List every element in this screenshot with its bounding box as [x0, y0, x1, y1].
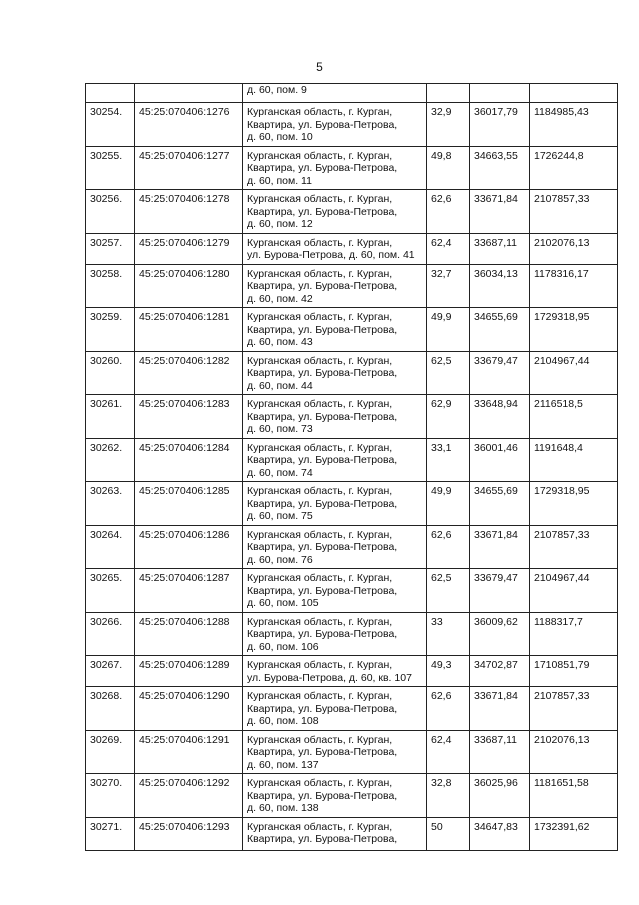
address-cell: [243, 525, 427, 569]
cadastral-value-cell: 2107857,33: [530, 687, 618, 731]
price-per-sqm-cell: 36009,62: [470, 612, 530, 656]
cadastral-number-cell: 45:25:070406:1277: [135, 146, 243, 190]
area-cell: 49,8: [427, 146, 470, 190]
area-cell: 33,1: [427, 438, 470, 482]
price-per-sqm-cell: 33671,84: [470, 687, 530, 731]
address-line: Курганская область, г. Курган,: [247, 528, 393, 541]
price-per-sqm-cell: 34655,69: [470, 308, 530, 352]
table-row: [86, 264, 618, 308]
address-line: Курганская область, г. Курган,: [247, 311, 393, 323]
cadastral-number-cell: 45:25:070406:1285: [135, 482, 243, 526]
address-line: д. 60, пом. 138: [247, 802, 319, 814]
address-line: Курганская область, г. Курган,: [247, 777, 393, 789]
address-line: Квартира, ул. Бурова-Петрова,: [247, 628, 398, 640]
cadastral-number-cell: 45:25:070406:1292: [135, 774, 243, 818]
table-row: [86, 525, 618, 569]
address-line: Курганская область, г. Курган,: [247, 615, 393, 628]
address-line: д. 60, пом. 12: [247, 218, 313, 230]
cadastral-value-cell: 1178316,17: [530, 264, 618, 308]
cadastral-number-cell: 45:25:070406:1282: [135, 351, 243, 395]
registry-body: [86, 84, 618, 851]
area-cell: 62,6: [427, 687, 470, 731]
address-cell: [243, 612, 427, 656]
address-line: Курганская область, г. Курган,: [247, 441, 393, 454]
table-row: [86, 146, 618, 190]
cadastral-value-cell: 2104967,44: [530, 569, 618, 613]
area-cell: 32,9: [427, 103, 470, 147]
property-registry-table: [85, 83, 618, 851]
row-number-cell: 30271.: [86, 817, 135, 850]
area-cell: 50: [427, 817, 470, 850]
price-per-sqm-cell: 33671,84: [470, 190, 530, 234]
cadastral-value-cell: 2102076,13: [530, 730, 618, 774]
cadastral-value-cell: 1726244,8: [530, 146, 618, 190]
area-cell: 62,9: [427, 395, 470, 439]
cadastral-value-cell: 2116518,5: [530, 395, 618, 439]
cadastral-value-cell: 1710851,79: [530, 656, 618, 687]
cadastral-number-cell: 45:25:070406:1289: [135, 656, 243, 687]
address-line: Квартира, ул. Бурова-Петрова,: [247, 746, 398, 758]
price-per-sqm-cell: [470, 84, 530, 103]
address-line: Курганская область, г. Курган,: [247, 149, 393, 162]
area-cell: [427, 84, 470, 103]
area-cell: 62,6: [427, 525, 470, 569]
address-line: Курганская область, г. Курган,: [247, 106, 393, 118]
cadastral-value-cell: 2107857,33: [530, 525, 618, 569]
address-cell: [243, 84, 427, 103]
cadastral-number-cell: 45:25:070406:1276: [135, 103, 243, 147]
row-number-cell: 30256.: [86, 190, 135, 234]
cadastral-value-cell: 1729318,95: [530, 308, 618, 352]
cadastral-number-cell: 45:25:070406:1291: [135, 730, 243, 774]
address-line: Квартира, ул. Бурова-Петрова,: [247, 789, 398, 802]
address-line: Квартира, ул. Бурова-Петрова,: [247, 454, 398, 466]
address-cell: [243, 774, 427, 818]
address-line: ул. Бурова-Петрова, д. 60, кв. 107: [247, 671, 412, 684]
address-line: д. 60, пом. 44: [247, 379, 313, 392]
cadastral-number-cell: 45:25:070406:1288: [135, 612, 243, 656]
cadastral-number-cell: 45:25:070406:1283: [135, 395, 243, 439]
row-number-cell: 30264.: [86, 525, 135, 569]
address-line: Квартира, ул. Бурова-Петрова,: [247, 162, 398, 174]
cadastral-value-cell: 1184985,43: [530, 103, 618, 147]
price-per-sqm-cell: 34702,87: [470, 656, 530, 687]
row-number-cell: 30267.: [86, 656, 135, 687]
row-number-cell: 30254.: [86, 103, 135, 147]
table-row: [86, 103, 618, 147]
address-line: Квартира, ул. Бурова-Петрова,: [247, 205, 398, 218]
cadastral-number-cell: 45:25:070406:1281: [135, 308, 243, 352]
address-line: Квартира, ул. Бурова-Петрова,: [247, 702, 398, 715]
table-row: [86, 612, 618, 656]
cadastral-value-cell: 1188317,7: [530, 612, 618, 656]
address-line: Квартира, ул. Бурова-Петрова,: [247, 584, 398, 597]
address-line: д. 60, пом. 108: [247, 715, 319, 727]
row-number-cell: 30257.: [86, 233, 135, 264]
price-per-sqm-cell: 33679,47: [470, 351, 530, 395]
address-cell: [243, 103, 427, 147]
cadastral-value-cell: 2107857,33: [530, 190, 618, 234]
price-per-sqm-cell: 34655,69: [470, 482, 530, 526]
address-line: Курганская область, г. Курган,: [247, 690, 393, 702]
address-line: Курганская область, г. Курган,: [247, 267, 393, 280]
address-line: д. 60, пом. 74: [247, 466, 313, 479]
cadastral-number-cell: 45:25:070406:1278: [135, 190, 243, 234]
row-number-cell: 30259.: [86, 308, 135, 352]
address-line: Квартира, ул. Бурова-Петрова,: [247, 497, 398, 510]
table-row: [86, 308, 618, 352]
cadastral-value-cell: 1729318,95: [530, 482, 618, 526]
cadastral-value-cell: 2104967,44: [530, 351, 618, 395]
address-line: Квартира, ул. Бурова-Петрова,: [247, 410, 398, 423]
address-cell: [243, 233, 427, 264]
address-line: д. 60, пом. 9: [247, 84, 307, 96]
address-line: Квартира, ул. Бурова-Петрова,: [247, 323, 398, 336]
table-row: [86, 687, 618, 731]
area-cell: 32,8: [427, 774, 470, 818]
cadastral-number-cell: [135, 84, 243, 103]
cadastral-number-cell: 45:25:070406:1280: [135, 264, 243, 308]
address-line: Курганская область, г. Курган,: [247, 193, 393, 205]
cadastral-value-cell: 1191648,4: [530, 438, 618, 482]
address-cell: [243, 687, 427, 731]
address-cell: [243, 395, 427, 439]
row-number-cell: 30268.: [86, 687, 135, 731]
price-per-sqm-cell: 36017,79: [470, 103, 530, 147]
address-line: Квартира, ул. Бурова-Петрова,: [247, 541, 398, 553]
address-line: д. 60, пом. 75: [247, 510, 313, 522]
address-cell: [243, 656, 427, 687]
page-number: 5: [316, 60, 323, 74]
address-line: Квартира, ул. Бурова-Петрова,: [247, 118, 398, 131]
table-row: [86, 569, 618, 613]
cadastral-number-cell: 45:25:070406:1290: [135, 687, 243, 731]
table-row: [86, 395, 618, 439]
table-row: [86, 730, 618, 774]
address-line: ул. Бурова-Петрова, д. 60, пом. 41: [247, 249, 415, 261]
area-cell: 62,4: [427, 730, 470, 774]
address-cell: [243, 569, 427, 613]
row-number-cell: 30258.: [86, 264, 135, 308]
cadastral-number-cell: 45:25:070406:1279: [135, 233, 243, 264]
table-row: [86, 774, 618, 818]
address-cell: [243, 817, 427, 850]
row-number-cell: 30262.: [86, 438, 135, 482]
address-line: д. 60, пом. 11: [247, 174, 312, 187]
cadastral-value-cell: [530, 84, 618, 103]
area-cell: 49,3: [427, 656, 470, 687]
price-per-sqm-cell: 33687,11: [470, 730, 530, 774]
area-cell: 49,9: [427, 308, 470, 352]
table-row: [86, 438, 618, 482]
address-line: Курганская область, г. Курган,: [247, 236, 393, 249]
row-number-cell: 30260.: [86, 351, 135, 395]
address-line: д. 60, пом. 137: [247, 758, 319, 771]
row-number-cell: 30261.: [86, 395, 135, 439]
cadastral-number-cell: 45:25:070406:1286: [135, 525, 243, 569]
area-cell: 49,9: [427, 482, 470, 526]
address-line: Курганская область, г. Курган,: [247, 659, 393, 671]
table-row: [86, 656, 618, 687]
address-cell: [243, 730, 427, 774]
cadastral-value-cell: 2102076,13: [530, 233, 618, 264]
continuation-row: [86, 84, 618, 103]
area-cell: 32,7: [427, 264, 470, 308]
price-per-sqm-cell: 36001,46: [470, 438, 530, 482]
address-line: Квартира, ул. Бурова-Петрова,: [247, 280, 398, 292]
table-row: [86, 190, 618, 234]
address-line: Квартира, ул. Бурова-Петрова,: [247, 367, 398, 379]
address-line: д. 60, пом. 105: [247, 597, 319, 609]
cadastral-number-cell: 45:25:070406:1293: [135, 817, 243, 850]
address-line: д. 60, пом. 43: [247, 336, 313, 348]
price-per-sqm-cell: 33671,84: [470, 525, 530, 569]
area-cell: 62,5: [427, 351, 470, 395]
area-cell: 62,6: [427, 190, 470, 234]
row-number-cell: 30270.: [86, 774, 135, 818]
table-row: [86, 233, 618, 264]
address-cell: [243, 190, 427, 234]
address-line: Курганская область, г. Курган,: [247, 485, 393, 497]
address-cell: [243, 482, 427, 526]
cadastral-value-cell: 1181651,58: [530, 774, 618, 818]
table-row: [86, 482, 618, 526]
area-cell: 62,4: [427, 233, 470, 264]
address-line: Квартира, ул. Бурова-Петрова,: [247, 833, 398, 845]
table-row: [86, 817, 618, 850]
row-number-cell: 30265.: [86, 569, 135, 613]
address-cell: [243, 146, 427, 190]
cadastral-number-cell: 45:25:070406:1284: [135, 438, 243, 482]
address-cell: [243, 351, 427, 395]
address-cell: [243, 308, 427, 352]
address-cell: [243, 264, 427, 308]
price-per-sqm-cell: 33679,47: [470, 569, 530, 613]
address-line: д. 60, пом. 76: [247, 553, 313, 566]
price-per-sqm-cell: 36025,96: [470, 774, 530, 818]
address-line: д. 60, пом. 10: [247, 131, 313, 143]
cadastral-value-cell: 1732391,62: [530, 817, 618, 850]
address-line: Курганская область, г. Курган,: [247, 733, 393, 746]
price-per-sqm-cell: 34647,83: [470, 817, 530, 850]
row-number-cell: [86, 84, 135, 103]
address-line: д. 60, пом. 42: [247, 292, 313, 305]
row-number-cell: 30263.: [86, 482, 135, 526]
address-line: д. 60, пом. 73: [247, 423, 313, 435]
address-cell: [243, 438, 427, 482]
address-line: д. 60, пом. 106: [247, 640, 319, 653]
address-line: Курганская область, г. Курган,: [247, 398, 393, 410]
area-cell: 33: [427, 612, 470, 656]
table-row: [86, 351, 618, 395]
price-per-sqm-cell: 36034,13: [470, 264, 530, 308]
address-line: Курганская область, г. Курган,: [247, 572, 393, 584]
address-line: Курганская область, г. Курган,: [247, 820, 393, 833]
row-number-cell: 30269.: [86, 730, 135, 774]
row-number-cell: 30266.: [86, 612, 135, 656]
cadastral-number-cell: 45:25:070406:1287: [135, 569, 243, 613]
price-per-sqm-cell: 33648,94: [470, 395, 530, 439]
row-number-cell: 30255.: [86, 146, 135, 190]
price-per-sqm-cell: 33687,11: [470, 233, 530, 264]
price-per-sqm-cell: 34663,55: [470, 146, 530, 190]
address-line: Курганская область, г. Курган,: [247, 354, 393, 367]
area-cell: 62,5: [427, 569, 470, 613]
